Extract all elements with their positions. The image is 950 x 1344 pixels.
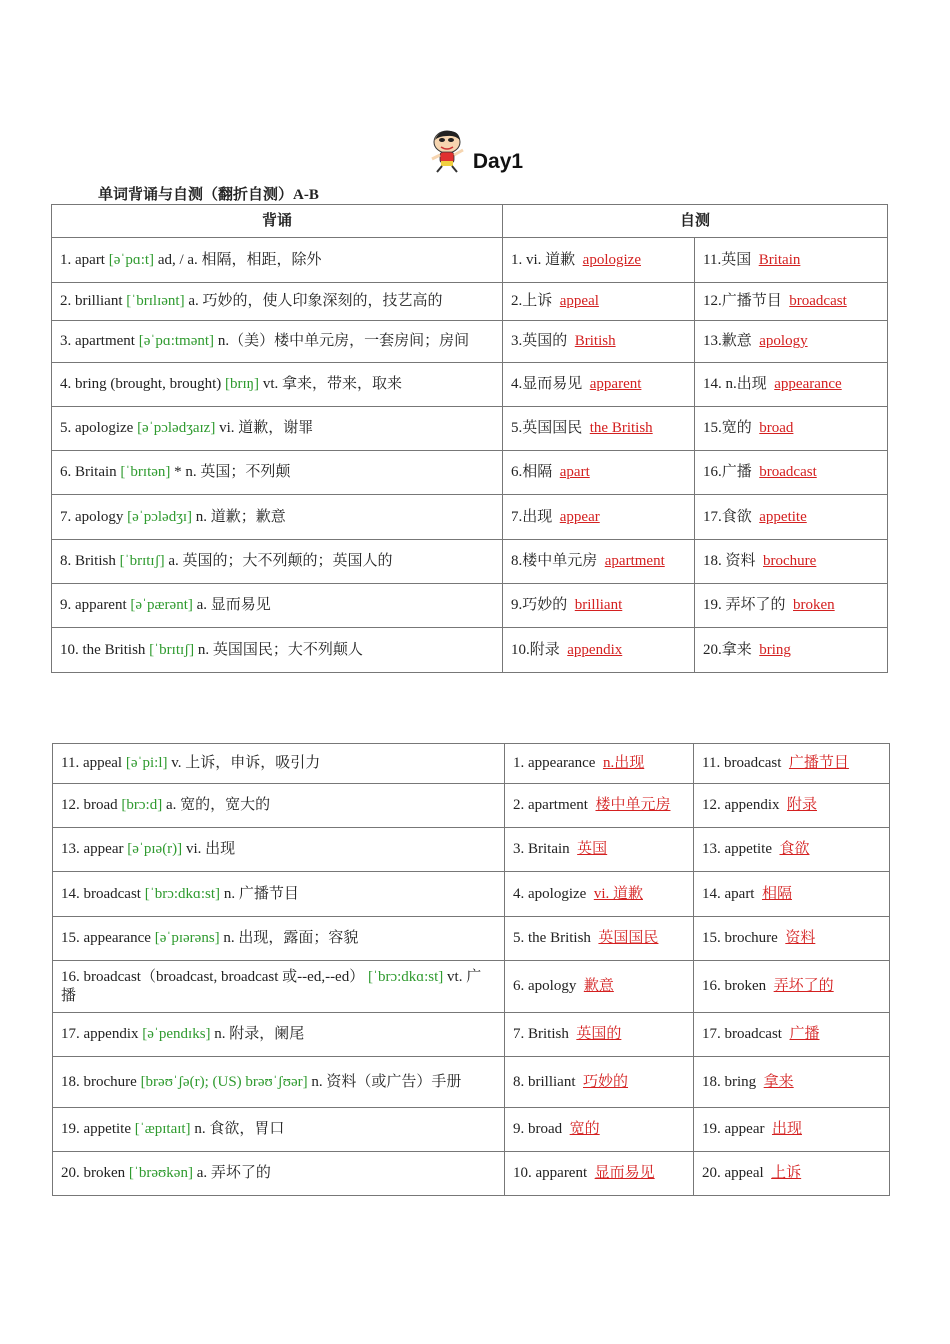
- test-answer: broadcast: [759, 464, 817, 480]
- self-test-cell: [695, 238, 888, 283]
- test-prompt: 4.显而易见: [511, 376, 583, 392]
- test-prompt: 4. apologize: [513, 885, 587, 902]
- phonetic: [əˈpɪə(r)]: [127, 841, 183, 857]
- self-test-cell: [695, 628, 888, 673]
- phonetic: [ˈæpɪtaɪt]: [134, 1121, 191, 1137]
- phonetic: [ˈbrɪlɪənt]: [126, 293, 185, 309]
- word: 7. apology: [60, 508, 124, 525]
- definition: a. 巧妙的，使人印象深刻的，技艺高的: [188, 293, 443, 309]
- self-test-cell: [505, 1057, 694, 1108]
- self-test-cell: [694, 744, 890, 784]
- test-answer: Britain: [758, 251, 801, 268]
- test-answer: broken: [793, 597, 835, 613]
- self-test-cell: [505, 872, 694, 917]
- phonetic: [əˈpɪərəns]: [154, 930, 220, 946]
- definition: a. 宽的，宽大的: [165, 797, 271, 813]
- phonetic: [ˈbrɪtɪʃ]: [149, 641, 195, 658]
- phonetic: [əˈpærənt]: [130, 597, 193, 613]
- self-test-cell: [505, 828, 694, 872]
- test-prompt: 7. British: [513, 1026, 569, 1042]
- test-prompt: 20. appeal: [702, 1165, 764, 1181]
- word: 13. appear: [61, 841, 124, 857]
- self-test-cell: [503, 628, 695, 673]
- test-prompt: 15.宽的: [703, 420, 752, 436]
- table-row: [52, 584, 888, 628]
- table-row: [53, 1152, 890, 1196]
- test-answer: 资料: [785, 930, 816, 946]
- definition: n.（美）楼中单元房，一套房间；房间: [217, 333, 470, 349]
- test-prompt: 9. broad: [513, 1121, 563, 1137]
- recite-cell: [52, 451, 503, 495]
- table-row: [53, 872, 890, 917]
- word: 6. Britain: [60, 464, 117, 480]
- test-answer: 拿来: [763, 1073, 794, 1090]
- test-answer: British: [574, 333, 616, 349]
- phonetic: [əˈpɑ:t]: [108, 251, 155, 268]
- table-row: [52, 283, 888, 321]
- test-answer: appetite: [759, 508, 807, 525]
- vocab-table-2: [52, 743, 890, 1196]
- test-answer: the British: [589, 420, 653, 436]
- self-test-cell: [505, 917, 694, 961]
- word: 19. appetite: [61, 1121, 131, 1137]
- definition: a. 弄坏了的: [196, 1165, 271, 1181]
- self-test-cell: [503, 540, 695, 584]
- test-prompt: 11.英国: [703, 251, 752, 268]
- test-answer: 相隔: [761, 885, 792, 902]
- test-prompt: 5. the British: [513, 930, 591, 946]
- self-test-cell: [694, 917, 890, 961]
- test-answer: 英国的: [576, 1026, 622, 1042]
- test-prompt: 12. appendix: [702, 797, 780, 813]
- self-test-cell: [695, 495, 888, 540]
- definition: vi. 道歉，谢罪: [219, 420, 314, 436]
- recite-cell: [53, 872, 505, 917]
- test-prompt: 15. brochure: [702, 930, 778, 946]
- self-test-cell: [695, 540, 888, 584]
- recite-cell: [52, 495, 503, 540]
- test-answer: appear: [559, 508, 600, 525]
- test-prompt: 3. Britain: [513, 841, 570, 857]
- recite-cell: [53, 1057, 505, 1108]
- test-answer: apparent: [589, 376, 642, 392]
- phonetic: [ˈbrəʊkən]: [128, 1165, 193, 1181]
- self-test-cell: [503, 363, 695, 407]
- self-test-cell: [695, 584, 888, 628]
- test-answer: apart: [559, 464, 590, 480]
- test-prompt: 9.巧妙的: [511, 597, 568, 613]
- self-test-cell: [695, 363, 888, 407]
- test-answer: 上诉: [771, 1165, 802, 1181]
- header-recite: 背诵: [52, 205, 503, 238]
- self-test-cell: [505, 784, 694, 828]
- test-answer: apartment: [604, 553, 665, 569]
- test-prompt: 1. appearance: [513, 755, 596, 771]
- table-row: [52, 451, 888, 495]
- self-test-cell: [503, 495, 695, 540]
- phonetic: [brəʊˈʃə(r); (US) brəʊˈʃʊər]: [140, 1073, 308, 1090]
- self-test-cell: [505, 1108, 694, 1152]
- recite-cell: [53, 1108, 505, 1152]
- definition: vt. 拿来，带来，取来: [262, 376, 402, 392]
- definition: ad, / a. 相隔，相距，除外: [157, 251, 322, 268]
- self-test-cell: [695, 407, 888, 451]
- recite-cell: [53, 917, 505, 961]
- table-row: [52, 407, 888, 451]
- table-row: [53, 1108, 890, 1152]
- phonetic: [əˈpɔlədʒɪ]: [127, 508, 193, 525]
- vocab-table-1: [51, 204, 888, 673]
- table-row: [52, 628, 888, 673]
- self-test-cell: [505, 1013, 694, 1057]
- test-answer: apologize: [582, 251, 641, 268]
- recite-cell: [53, 1013, 505, 1057]
- word: 2. brilliant: [60, 293, 123, 309]
- test-prompt: 14. n.出现: [703, 376, 767, 392]
- test-prompt: 20.拿来: [703, 641, 752, 658]
- self-test-cell: [505, 744, 694, 784]
- definition: vi. 出现: [185, 841, 236, 857]
- test-prompt: 6.相隔: [511, 464, 553, 480]
- phonetic: [ˈbrɪtən]: [120, 464, 171, 480]
- test-prompt: 18. 资料: [703, 553, 756, 569]
- test-prompt: 17.食欲: [703, 508, 752, 525]
- word: 20. broken: [61, 1165, 126, 1181]
- self-test-cell: [694, 961, 890, 1013]
- definition: n. 食欲，胃口: [194, 1121, 285, 1137]
- table-row: [53, 828, 890, 872]
- definition: n. 广播节目: [223, 885, 299, 902]
- table-row: [53, 1013, 890, 1057]
- cartoon-mascot-icon: [427, 128, 471, 174]
- word: 1. apart: [60, 251, 105, 268]
- self-test-cell: [695, 451, 888, 495]
- test-prompt: 12.广播节目: [703, 293, 782, 309]
- test-answer: 楼中单元房: [595, 797, 671, 813]
- table-row: [53, 961, 890, 1013]
- word: 14. broadcast: [61, 885, 141, 902]
- table-row: [53, 1057, 890, 1108]
- self-test-cell: [695, 283, 888, 321]
- word: 3. apartment: [60, 333, 135, 349]
- word: 10. the British: [60, 641, 146, 658]
- phonetic: [brɪŋ]: [224, 376, 260, 392]
- word: 16. broadcast（broadcast, broadcast 或--ed,--ed）: [61, 968, 365, 985]
- test-prompt: 16.广播: [703, 464, 752, 480]
- test-answer: vi. 道歉: [593, 885, 643, 902]
- self-test-cell: [694, 872, 890, 917]
- test-prompt: 2. apartment: [513, 797, 588, 813]
- test-prompt: 1. vi. 道歉: [511, 251, 576, 268]
- test-answer: 出现: [771, 1121, 802, 1137]
- test-answer: 附录: [786, 797, 817, 813]
- test-prompt: 17. broadcast: [702, 1026, 782, 1042]
- definition: a. 显而易见: [196, 597, 271, 613]
- word: 5. apologize: [60, 420, 134, 436]
- self-test-cell: [695, 321, 888, 363]
- recite-cell: [53, 961, 505, 1013]
- test-answer: 弄坏了的: [773, 978, 834, 994]
- page-title: [0, 128, 950, 179]
- self-test-cell: [503, 321, 695, 363]
- day-title: Day1: [472, 150, 524, 173]
- test-answer: 英国: [577, 841, 608, 857]
- self-test-cell: [694, 1108, 890, 1152]
- test-prompt: 10.附录: [511, 641, 560, 658]
- table-row: [52, 540, 888, 584]
- test-prompt: 3.英国的: [511, 333, 568, 349]
- test-answer: 英国国民: [598, 930, 659, 946]
- test-answer: 歉意: [583, 978, 614, 994]
- test-prompt: 16. broken: [702, 978, 767, 994]
- test-answer: 巧妙的: [583, 1073, 629, 1090]
- table-row: [53, 784, 890, 828]
- test-prompt: 13. appetite: [702, 841, 772, 857]
- phonetic: [brɔ:d]: [121, 797, 163, 813]
- phonetic: [əˈpɑ:tmənt]: [138, 333, 215, 349]
- self-test-cell: [694, 784, 890, 828]
- test-answer: n.出现: [602, 755, 645, 771]
- table-row: [52, 238, 888, 283]
- self-test-cell: [503, 584, 695, 628]
- test-prompt: 2.上诉: [511, 293, 553, 309]
- recite-cell: [52, 540, 503, 584]
- word: 9. apparent: [60, 597, 127, 613]
- word: 12. broad: [61, 797, 118, 813]
- self-test-cell: [503, 238, 695, 283]
- phonetic: [ˈbrɔ:dkɑ:st]: [367, 968, 444, 985]
- word: 18. brochure: [61, 1073, 137, 1090]
- self-test-cell: [505, 961, 694, 1013]
- self-test-cell: [694, 1013, 890, 1057]
- word: 8. British: [60, 553, 116, 569]
- test-prompt: 13.歉意: [703, 333, 752, 349]
- test-answer: broadcast: [789, 293, 847, 309]
- test-answer: 广播: [789, 1026, 820, 1042]
- test-answer: apology: [759, 333, 808, 349]
- test-answer: 显而易见: [594, 1165, 655, 1181]
- recite-cell: [53, 828, 505, 872]
- test-prompt: 8.楼中单元房: [511, 553, 598, 569]
- self-test-cell: [694, 1057, 890, 1108]
- definition: * n. 英国；不列颠: [174, 464, 291, 480]
- self-test-cell: [694, 828, 890, 872]
- test-prompt: 10. apparent: [513, 1165, 588, 1181]
- recite-cell: [52, 238, 503, 283]
- definition: n. 道歉；歉意: [195, 508, 286, 525]
- test-prompt: 5.英国国民: [511, 420, 583, 436]
- test-prompt: 11. broadcast: [702, 755, 782, 771]
- test-answer: brilliant: [574, 597, 623, 613]
- table-row: [52, 363, 888, 407]
- test-prompt: 18. bring: [702, 1073, 757, 1090]
- test-answer: appearance: [774, 376, 842, 392]
- phonetic: [əˈpendɪks]: [142, 1026, 211, 1042]
- definition: v. 上诉，申诉，吸引力: [171, 755, 321, 771]
- test-answer: brochure: [763, 553, 817, 569]
- test-answer: appendix: [567, 641, 623, 658]
- phonetic: [əˈpɔlədʒaɪz]: [137, 420, 216, 436]
- word: 17. appendix: [61, 1026, 139, 1042]
- phonetic: [əˈpi:l]: [125, 755, 168, 771]
- recite-cell: [53, 1152, 505, 1196]
- recite-cell: [52, 321, 503, 363]
- recite-cell: [53, 744, 505, 784]
- test-prompt: 7.出现: [511, 508, 553, 525]
- table-row: [52, 495, 888, 540]
- definition: n. 附录，阑尾: [214, 1026, 305, 1042]
- phonetic: [ˈbrɔ:dkɑ:st]: [144, 885, 221, 902]
- test-prompt: 19. 弄坏了的: [703, 597, 786, 613]
- test-answer: 广播节目: [788, 755, 849, 771]
- recite-cell: [52, 407, 503, 451]
- test-prompt: 19. appear: [702, 1121, 765, 1137]
- test-answer: appeal: [559, 293, 599, 309]
- recite-cell: [52, 363, 503, 407]
- definition: a. 英国的；大不列颠的；英国人的: [168, 553, 393, 569]
- phonetic: [ˈbrɪtɪʃ]: [119, 553, 165, 569]
- definition: vt. 广播: [61, 968, 482, 1004]
- recite-cell: [53, 784, 505, 828]
- test-answer: 食欲: [779, 841, 810, 857]
- test-answer: 宽的: [569, 1121, 600, 1137]
- section-subtitle: 单词背诵与自测（翻折自测）A-B: [98, 187, 319, 203]
- test-prompt: 6. apology: [513, 978, 577, 994]
- recite-cell: [52, 628, 503, 673]
- self-test-cell: [694, 1152, 890, 1196]
- recite-cell: [52, 584, 503, 628]
- test-prompt: 8. brilliant: [513, 1073, 576, 1090]
- definition: n. 出现，露面；容貌: [223, 930, 359, 946]
- self-test-cell: [503, 407, 695, 451]
- table-row: [52, 321, 888, 363]
- recite-cell: [52, 283, 503, 321]
- test-prompt: 14. apart: [702, 885, 755, 902]
- self-test-cell: [505, 1152, 694, 1196]
- table-row: [53, 917, 890, 961]
- test-answer: bring: [759, 641, 791, 658]
- word: 15. appearance: [61, 930, 151, 946]
- definition: n. 资料（或广告）手册: [311, 1073, 462, 1090]
- self-test-cell: [503, 451, 695, 495]
- table-row: [53, 744, 890, 784]
- word: 4. bring (brought, brought): [60, 376, 222, 392]
- definition: n. 英国国民；大不列颠人: [197, 641, 363, 658]
- word: 11. appeal: [61, 755, 123, 771]
- self-test-cell: [503, 283, 695, 321]
- test-answer: broad: [759, 420, 794, 436]
- header-self-test: 自测: [503, 205, 888, 238]
